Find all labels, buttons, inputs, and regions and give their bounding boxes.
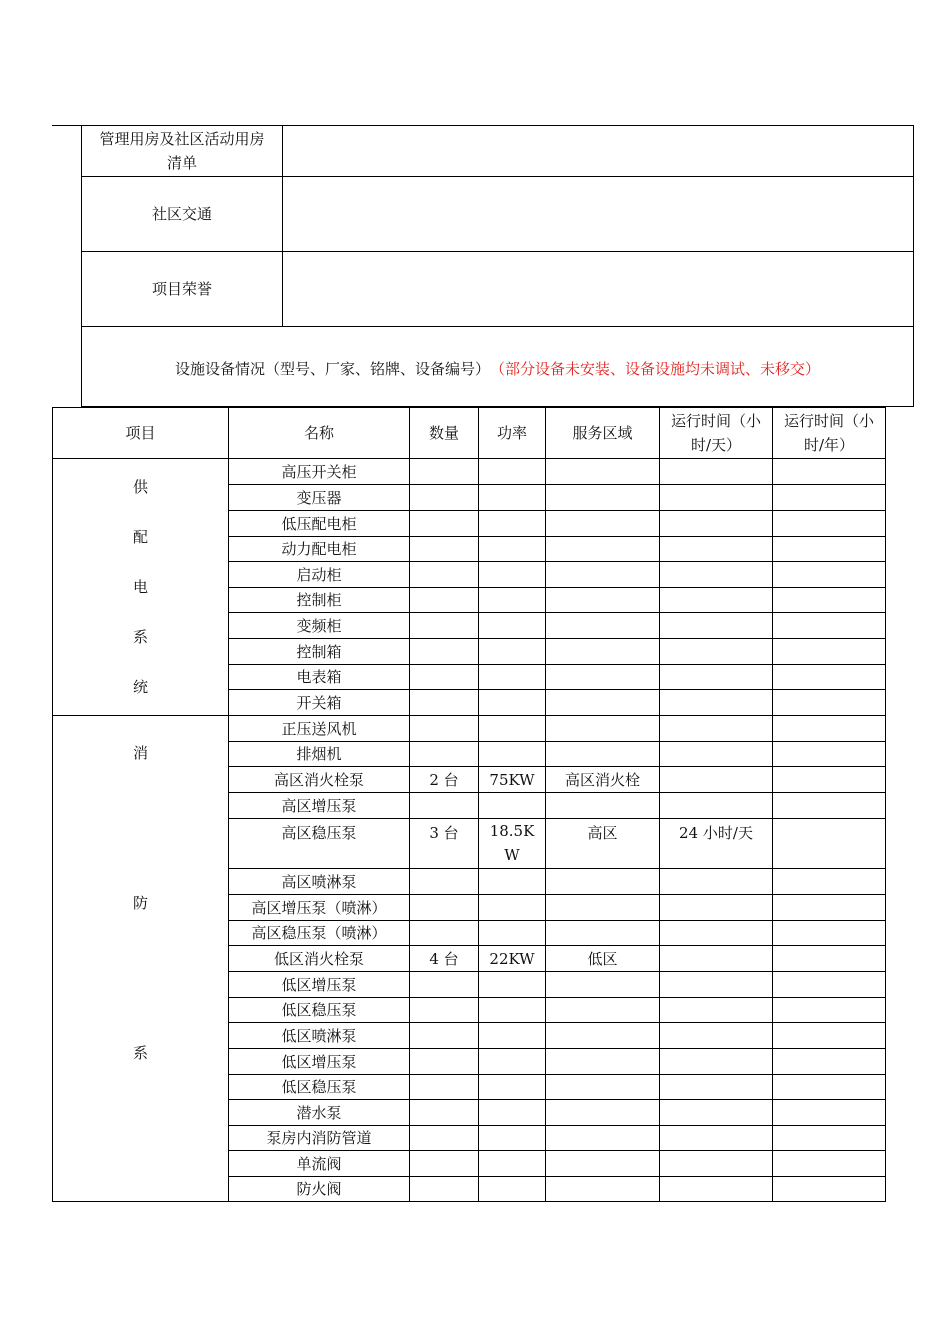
table-rule [52, 1201, 229, 1202]
equipment-hours-per-day [660, 946, 772, 971]
group-name-char: 系 [132, 1044, 148, 1062]
header-hours-per-year: 运行时间（小时/年） [783, 412, 874, 454]
equipment-service-area [546, 793, 659, 818]
equipment-hours-per-year [773, 921, 885, 945]
equipment-hours-per-year [773, 459, 885, 484]
equipment-hours-per-day [660, 895, 772, 920]
equipment-hours-per-year [773, 767, 885, 792]
equipment-name: 变频柜 [296, 616, 342, 635]
equipment-name: 低压配电柜 [281, 514, 357, 533]
equipment-name: 单流阀 [296, 1154, 342, 1173]
equipment-hours-per-day [660, 459, 772, 484]
equipment-name: 防火阀 [296, 1180, 342, 1198]
equipment-power [479, 613, 545, 638]
equipment-service-area [546, 639, 659, 664]
equipment-service-area [546, 665, 659, 689]
equipment-power [479, 869, 545, 894]
equipment-quantity: 4 台 [429, 949, 459, 968]
header-item: 项目 [125, 424, 156, 442]
equipment-quantity [410, 537, 478, 561]
equipment-hours-per-day [660, 793, 772, 818]
equipment-hours-per-year [773, 485, 885, 510]
equipment-name: 高压开关柜 [281, 462, 357, 481]
equipment-hours-per-day [660, 485, 772, 510]
equipment-service-area [546, 690, 659, 715]
equipment-hours-per-day [660, 665, 772, 689]
equipment-name: 高区稳压泵（喷淋） [251, 924, 387, 942]
equipment-service-area [546, 1126, 659, 1150]
equipment-service-area [546, 1075, 659, 1099]
equipment-name: 低区喷淋泵 [281, 1026, 357, 1045]
table-rule [913, 125, 914, 407]
equipment-service-area [546, 537, 659, 561]
equipment-power [479, 639, 545, 664]
equipment-quantity [410, 716, 478, 741]
equipment-hours-per-year [773, 895, 885, 920]
table-rule [228, 1201, 886, 1202]
equipment-power [479, 1151, 545, 1176]
equipment-service-area: 低区 [587, 949, 618, 968]
equipment-name: 动力配电柜 [281, 540, 357, 558]
equipment-hours-per-year [773, 665, 885, 689]
equipment-hours-per-year [773, 1177, 885, 1201]
equipment-service-area [546, 485, 659, 510]
group-name-char: 系 [132, 628, 148, 646]
equipment-service-area [546, 1049, 659, 1074]
group-name-char: 电 [132, 578, 148, 596]
equipment-hours-per-year [773, 1023, 885, 1048]
equipment-quantity [410, 639, 478, 664]
equipment-service-area [546, 1151, 659, 1176]
facilities-heading [82, 327, 913, 406]
equipment-hours-per-year [773, 1126, 885, 1150]
equipment-name: 排烟机 [296, 745, 342, 763]
equipment-quantity [410, 895, 478, 920]
equipment-hours-per-year [773, 946, 885, 971]
equipment-hours-per-day [660, 972, 772, 997]
equipment-service-area [546, 742, 659, 766]
equipment-quantity [410, 921, 478, 945]
equipment-power [479, 793, 545, 818]
equipment-service-area [546, 1177, 659, 1201]
equipment-name: 正压送风机 [281, 719, 357, 738]
equipment-service-area [546, 459, 659, 484]
equipment-name: 高区增压泵（喷淋） [251, 898, 387, 917]
equipment-hours-per-day [660, 1151, 772, 1176]
equipment-service-area: 高区 [587, 824, 618, 842]
info-label: 社区交通 [151, 205, 212, 223]
equipment-service-area [546, 972, 659, 997]
equipment-hours-per-day [660, 869, 772, 894]
equipment-hours-per-day [660, 1100, 772, 1125]
info-value [283, 177, 913, 251]
equipment-power [479, 998, 545, 1022]
equipment-quantity [410, 588, 478, 612]
equipment-quantity: 2 台 [429, 770, 459, 789]
equipment-power [479, 1100, 545, 1125]
equipment-quantity [410, 459, 478, 484]
equipment-power [479, 1023, 545, 1048]
equipment-service-area [546, 588, 659, 612]
equipment-name: 启动柜 [296, 565, 342, 584]
group-name-char: 消 [132, 744, 148, 762]
equipment-hours-per-day [660, 613, 772, 638]
equipment-hours-per-year [773, 690, 885, 715]
equipment-service-area [546, 1100, 659, 1125]
equipment-name: 开关箱 [296, 693, 342, 712]
equipment-hours-per-year [773, 972, 885, 997]
equipment-quantity [410, 485, 478, 510]
equipment-power [479, 742, 545, 766]
equipment-hours-per-year [773, 1151, 885, 1176]
equipment-hours-per-day [660, 588, 772, 612]
equipment-hours-per-year [773, 1100, 885, 1125]
facilities-note: （部分设备未安装、设备设施均未调试、未移交） [490, 359, 821, 378]
info-value [283, 252, 913, 326]
equipment-power [479, 716, 545, 741]
equipment-name: 潜水泵 [296, 1103, 342, 1122]
equipment-quantity [410, 613, 478, 638]
equipment-hours-per-day [660, 767, 772, 792]
equipment-name: 高区喷淋泵 [281, 872, 357, 891]
group-name-char: 配 [132, 528, 148, 546]
equipment-power [479, 562, 545, 587]
equipment-name: 低区消火栓泵 [273, 949, 364, 968]
equipment-power [479, 485, 545, 510]
equipment-power [479, 1049, 545, 1074]
info-label: 管理用房及社区活动用房清单 [99, 130, 265, 172]
equipment-service-area [546, 998, 659, 1022]
equipment-power [479, 895, 545, 920]
header-power: 功率 [496, 424, 527, 442]
group-name-char: 供 [132, 478, 148, 496]
equipment-quantity [410, 665, 478, 689]
equipment-quantity [410, 972, 478, 997]
equipment-quantity [410, 562, 478, 587]
facilities-title: 设施设备情况（型号、厂家、铭牌、设备编号） [174, 359, 490, 378]
equipment-power [479, 690, 545, 715]
equipment-name: 电表箱 [296, 668, 342, 686]
table-rule [885, 407, 886, 1202]
equipment-name: 控制柜 [296, 591, 342, 609]
equipment-hours-per-day [660, 1075, 772, 1099]
equipment-name: 低区稳压泵 [281, 1001, 357, 1019]
equipment-name: 泵房内消防管道 [266, 1129, 372, 1147]
equipment-hours-per-year [773, 639, 885, 664]
equipment-service-area [546, 921, 659, 945]
table-rule [52, 715, 229, 716]
equipment-power [479, 1075, 545, 1099]
equipment-power [479, 1126, 545, 1150]
info-label: 项目荣誉 [151, 280, 212, 298]
equipment-quantity [410, 1023, 478, 1048]
equipment-hours-per-day [660, 1049, 772, 1074]
equipment-quantity [410, 998, 478, 1022]
equipment-quantity [410, 1177, 478, 1201]
equipment-hours-per-year [773, 537, 885, 561]
equipment-hours-per-year [773, 511, 885, 536]
equipment-hours-per-year [773, 588, 885, 612]
equipment-power [479, 665, 545, 689]
info-value [283, 126, 913, 176]
equipment-quantity [410, 1049, 478, 1074]
equipment-hours-per-year [773, 716, 885, 741]
equipment-service-area [546, 895, 659, 920]
equipment-service-area: 高区消火栓 [564, 770, 640, 789]
equipment-quantity [410, 793, 478, 818]
equipment-name: 变压器 [296, 488, 342, 507]
equipment-hours-per-year [773, 613, 885, 638]
equipment-quantity [410, 1075, 478, 1099]
equipment-hours-per-day [660, 537, 772, 561]
equipment-quantity [410, 511, 478, 536]
header-hours-per-day: 运行时间（小时/天） [670, 412, 761, 454]
equipment-name: 高区增压泵 [281, 796, 357, 815]
equipment-service-area [546, 716, 659, 741]
equipment-service-area [546, 869, 659, 894]
equipment-hours-per-year [773, 793, 885, 818]
equipment-hours-per-day [660, 511, 772, 536]
equipment-quantity [410, 690, 478, 715]
equipment-service-area [546, 613, 659, 638]
equipment-hours-per-year [773, 869, 885, 894]
header-service-area: 服务区域 [572, 424, 633, 442]
equipment-power [479, 537, 545, 561]
equipment-hours-per-year [773, 1075, 885, 1099]
equipment-hours-per-year [773, 1049, 885, 1074]
equipment-hours-per-day [660, 1126, 772, 1150]
equipment-name: 高区稳压泵 [281, 824, 357, 842]
equipment-service-area [546, 1023, 659, 1048]
equipment-power [479, 511, 545, 536]
equipment-quantity [410, 869, 478, 894]
equipment-name: 控制箱 [296, 642, 342, 661]
equipment-hours-per-year [773, 998, 885, 1022]
equipment-name: 低区增压泵 [281, 1052, 357, 1071]
equipment-hours-per-day [660, 921, 772, 945]
header-name: 名称 [303, 424, 334, 442]
equipment-hours-per-day [660, 690, 772, 715]
equipment-service-area [546, 511, 659, 536]
equipment-quantity [410, 1100, 478, 1125]
equipment-hours-per-day: 24 小时/天 [679, 824, 753, 842]
group-name-char: 统 [132, 678, 148, 696]
equipment-hours-per-year [773, 819, 885, 868]
equipment-quantity [410, 1151, 478, 1176]
equipment-power [479, 921, 545, 945]
equipment-quantity: 3 台 [429, 824, 459, 842]
equipment-power [479, 972, 545, 997]
equipment-hours-per-day [660, 1023, 772, 1048]
equipment-hours-per-year [773, 562, 885, 587]
equipment-name: 低区增压泵 [281, 975, 357, 994]
group-name-char: 防 [132, 894, 148, 912]
equipment-hours-per-day [660, 1177, 772, 1201]
equipment-power [479, 588, 545, 612]
equipment-hours-per-year [773, 742, 885, 766]
equipment-quantity [410, 1126, 478, 1150]
equipment-power: 75KW [489, 770, 535, 789]
equipment-quantity [410, 742, 478, 766]
equipment-power: 18.5KW [489, 822, 535, 864]
header-quantity: 数量 [428, 424, 459, 442]
equipment-hours-per-day [660, 742, 772, 766]
equipment-power: 22KW [489, 949, 535, 968]
equipment-hours-per-day [660, 562, 772, 587]
equipment-hours-per-day [660, 998, 772, 1022]
equipment-hours-per-day [660, 716, 772, 741]
equipment-name: 高区消火栓泵 [273, 770, 364, 789]
equipment-power [479, 459, 545, 484]
equipment-name: 低区稳压泵 [281, 1078, 357, 1096]
equipment-service-area [546, 562, 659, 587]
equipment-power [479, 1177, 545, 1201]
equipment-hours-per-day [660, 639, 772, 664]
